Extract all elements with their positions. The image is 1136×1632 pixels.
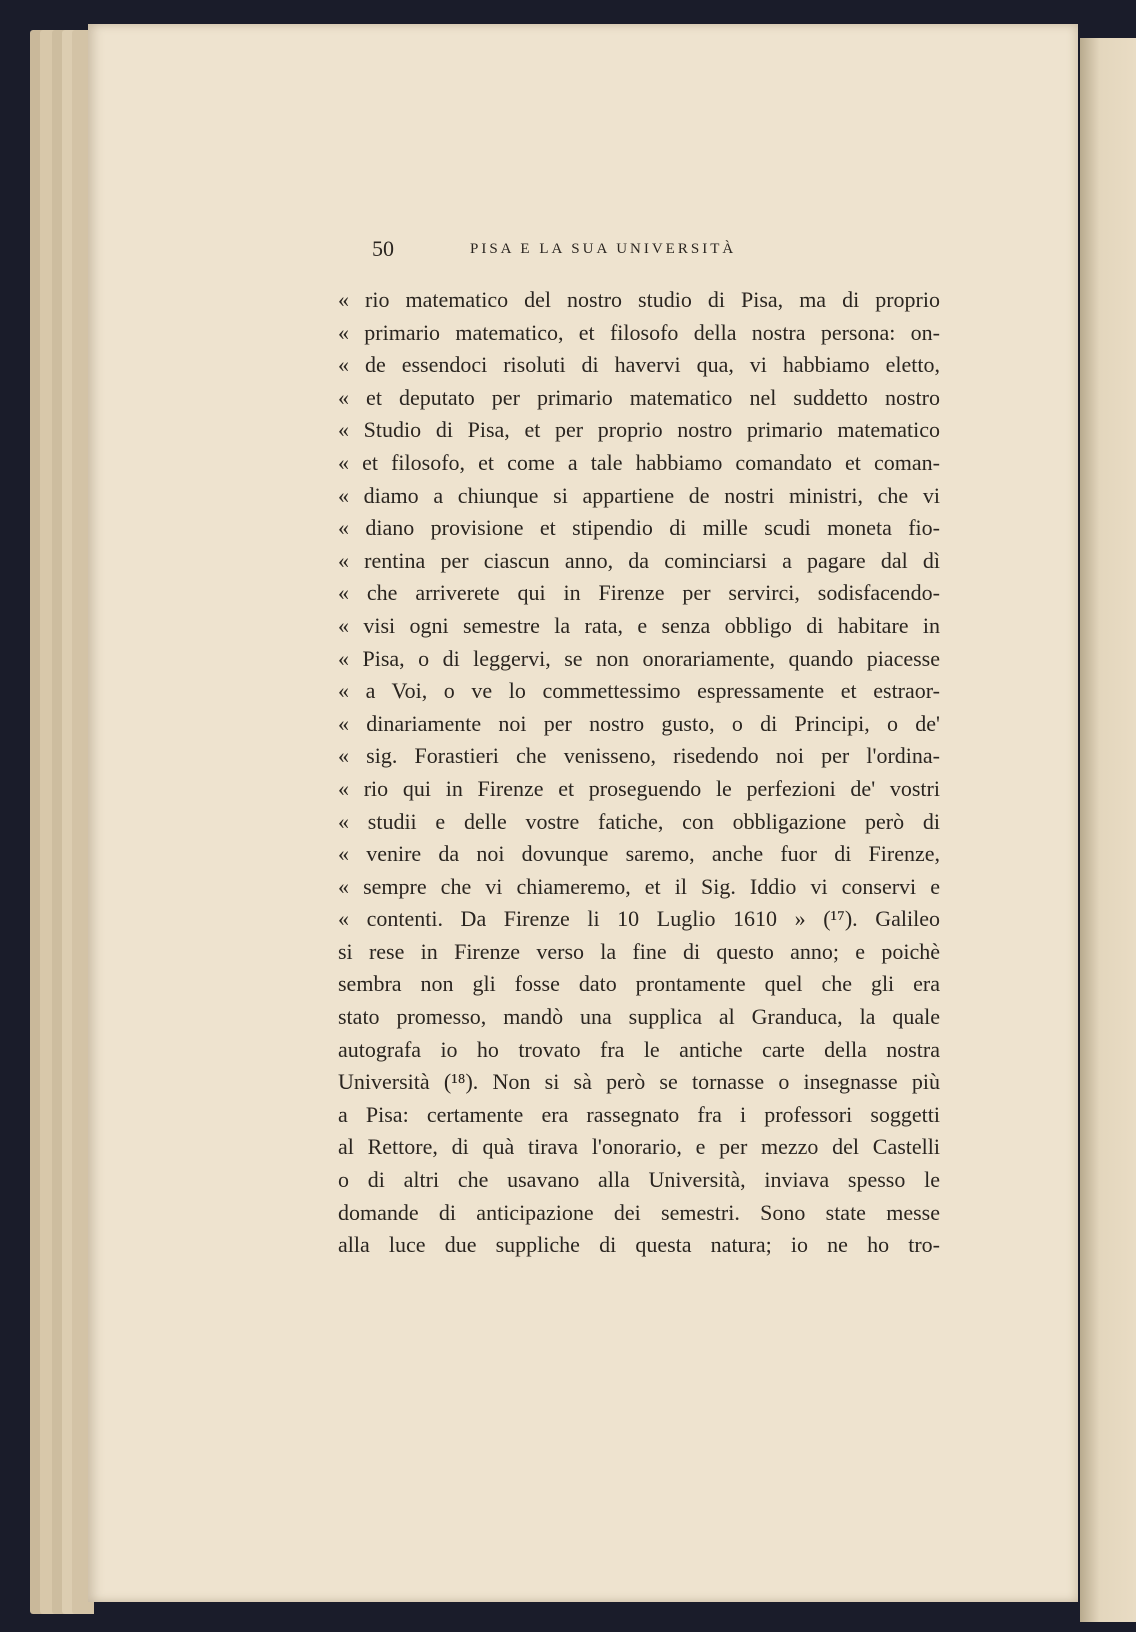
- text-line: « contenti. Da Firenze li 10 Luglio 1610 » (¹⁷). Galileo: [338, 906, 940, 932]
- text-line: « visi ogni semestre la rata, e senza obbligo di habitare in: [338, 612, 940, 638]
- text-line: a Pisa: certamente era rassegnato fra i professori soggetti: [338, 1101, 940, 1127]
- running-title: PISA E LA SUA UNIVERSITÀ: [470, 241, 737, 257]
- text-line: « diamo a chiunque si appartiene de nostri ministri, che vi: [338, 482, 940, 508]
- text-line: « Studio di Pisa, et per proprio nostro primario matematico: [338, 417, 940, 443]
- text-line: « et filosofo, et come a tale habbiamo comandato et coman-: [338, 449, 940, 475]
- text-line: Università (¹⁸). Non si sà però se tornasse o insegnasse più: [338, 1069, 940, 1095]
- text-line: « dinariamente noi per nostro gusto, o di Principi, o de': [338, 710, 940, 736]
- text-line: « primario matematico, et filosofo della nostra persona: on-: [338, 319, 940, 345]
- text-line: stato promesso, mandò una supplica al Granduca, la quale: [338, 1004, 940, 1030]
- page-number: 50: [372, 236, 394, 261]
- text-line: domande di anticipazione dei semestri. Sono state messe: [338, 1199, 940, 1225]
- text-line: « sempre che vi chiameremo, et il Sig. Iddio vi conservi e: [338, 873, 940, 899]
- text-line: « venire da noi dovunque saremo, anche fuor di Firenze,: [338, 841, 940, 867]
- text-line: autografa io ho trovato fra le antiche carte della nostra: [338, 1036, 940, 1062]
- running-head: [372, 236, 952, 272]
- text-line: « a Voi, o ve lo commettessimo espressamente et estraor-: [338, 678, 940, 704]
- text-line: « et deputato per primario matematico nel suddetto nostro: [338, 384, 940, 410]
- text-line: « rio qui in Firenze et proseguendo le perfezioni de' vostri: [338, 775, 940, 801]
- text-line: « diano provisione et stipendio di mille scudi moneta fio-: [338, 515, 940, 541]
- text-line: alla luce due suppliche di questa natura; io ne ho tro-: [338, 1232, 940, 1258]
- text-line: al Rettore, di quà tirava l'onorario, e per mezzo del Castelli: [338, 1134, 940, 1160]
- text-line: « rio matematico del nostro studio di Pisa, ma di proprio: [338, 287, 940, 312]
- text-line: si rese in Firenze verso la fine di questo anno; e poichè: [338, 938, 940, 964]
- facing-page: [1080, 38, 1136, 1622]
- text-line: o di altri che usavano alla Università, inviava spesso le: [338, 1167, 940, 1193]
- text-line: « de essendoci risoluti di havervi qua, vi habbiamo eletto,: [338, 352, 940, 378]
- text-line: sembra non gli fosse dato prontamente quel che gli era: [338, 971, 940, 997]
- text-line: « rentina per ciascun anno, da cominciarsi a pagare dal dì: [338, 547, 940, 573]
- body-text: [338, 284, 940, 1262]
- text-line: « Pisa, o di leggervi, se non onorariamente, quando piacesse: [338, 645, 940, 671]
- text-line: « che arriverete qui in Firenze per servirci, sodisfacendo-: [338, 580, 940, 606]
- text-line: « sig. Forastieri che venisseno, risedendo noi per l'ordina-: [338, 743, 940, 769]
- text-line: « studii e delle vostre fatiche, con obbligazione però di: [338, 808, 940, 834]
